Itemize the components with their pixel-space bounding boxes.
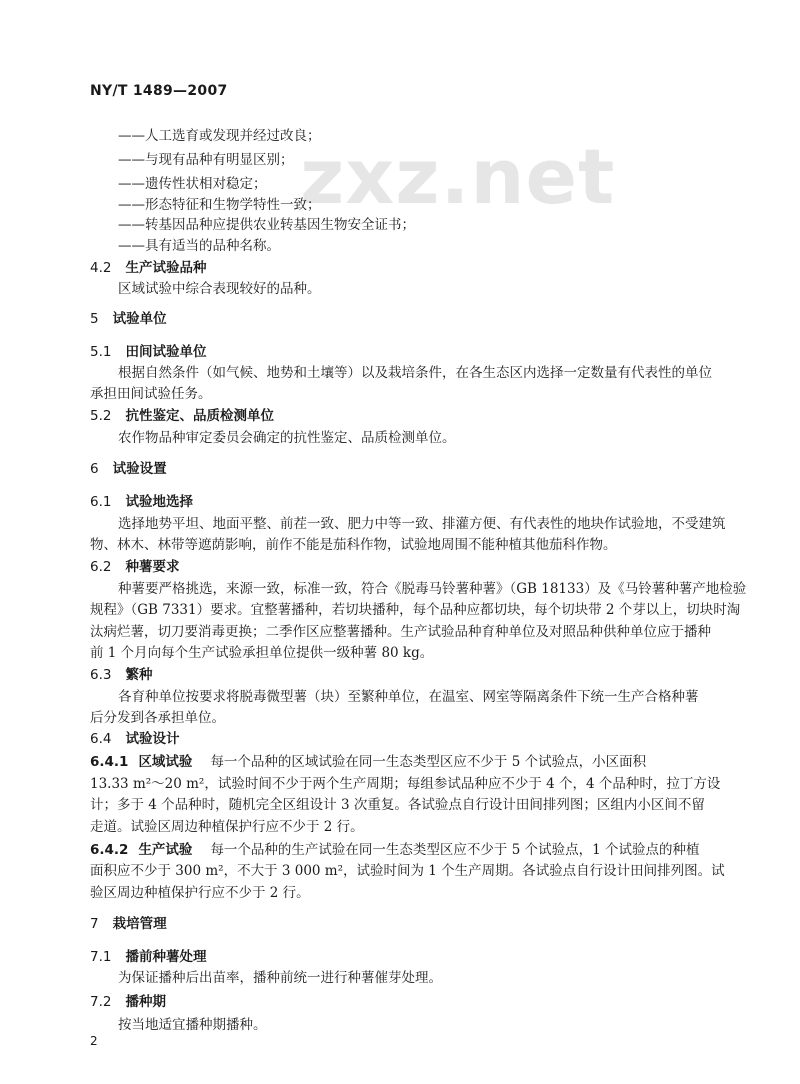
paragraph-line: 种薯要严格挑选，来源一致，标准一致，符合《脱毒马铃薯种薯》（GB 18133）及《马铃薯种薯产地检验 bbox=[118, 581, 747, 597]
paragraph-text: 每一个品种的生产试验在同一生态类型区应不少于 5 个试验点，1 个试验点的种植 bbox=[210, 842, 700, 858]
paragraph-line: 后分发到各承担单位。 bbox=[90, 710, 225, 726]
section-heading-7-2 bbox=[90, 990, 166, 1010]
section-title: 播前种薯处理 bbox=[125, 949, 207, 965]
section-number: 6.3 bbox=[90, 667, 112, 683]
paragraph-line: 根据自然条件（如气候、地势和土壤等）以及栽培条件，在各生态区内选择一定数量有代表性的单位 bbox=[118, 365, 712, 381]
section-heading-6-1 bbox=[90, 490, 193, 510]
list-item: ——具有适当的品种名称。 bbox=[118, 238, 280, 254]
standard-code: NY/T 1489—2007 bbox=[90, 83, 228, 99]
section-number: 7 bbox=[90, 916, 99, 932]
paragraph-line: 区域试验中综合表现较好的品种。 bbox=[118, 281, 321, 297]
section-heading-6-3 bbox=[90, 663, 152, 683]
section-title: 生产试验品种 bbox=[125, 260, 207, 276]
section-number: 6.4 bbox=[90, 731, 112, 747]
paragraph-line: 物、林木、林带等遮荫影响，前作不能是茄科作物，试验地周围不能种植其他茄科作物。 bbox=[90, 537, 617, 553]
section-heading-6-4 bbox=[90, 727, 179, 747]
paragraph-text: 每一个品种的区域试验在同一生态类型区应不少于 5 个试验点，小区面积 bbox=[210, 754, 647, 770]
section-number: 7.2 bbox=[90, 994, 112, 1010]
section-title: 试验地选择 bbox=[125, 494, 193, 510]
section-number: 6 bbox=[90, 461, 99, 477]
section-title: 田间试验单位 bbox=[125, 344, 207, 360]
section-number: 6.2 bbox=[90, 559, 112, 575]
section-heading-4-2 bbox=[90, 256, 206, 276]
paragraph-line: 规程》（GB 7331）要求。宜整薯播种，若切块播种，每个品种应都切块，每个切块带 2 个芽以上，切块时淘 bbox=[90, 602, 741, 618]
paragraph-line: 面积应不少于 300 m²，不大于 3 000 m²，试验时间为 1 个生产周期。各试验点自行设计田间排列图。试 bbox=[90, 863, 725, 879]
list-item: ——人工选育或发现并经过改良； bbox=[118, 128, 321, 144]
section-title: 栽培管理 bbox=[112, 916, 167, 932]
section-heading-5-1 bbox=[90, 340, 206, 360]
section-number: 5.2 bbox=[90, 408, 112, 424]
section-6-4-1-first-line bbox=[90, 750, 646, 770]
section-heading-5-2 bbox=[90, 404, 274, 424]
watermark: zxz.net bbox=[300, 132, 616, 221]
paragraph-line: 承担田间试验任务。 bbox=[90, 386, 212, 402]
section-title: 试验单位 bbox=[112, 311, 167, 327]
section-title: 繁种 bbox=[125, 667, 153, 683]
section-heading-7-1 bbox=[90, 945, 206, 965]
paragraph-line: 按当地适宜播种期播种。 bbox=[118, 1017, 267, 1033]
section-title: 试验设置 bbox=[112, 461, 167, 477]
paragraph-line: 农作物品种审定委员会确定的抗性鉴定、品质检测单位。 bbox=[118, 430, 456, 446]
section-heading-5 bbox=[90, 307, 167, 327]
paragraph-line: 计；多于 4 个品种时，随机完全区组设计 3 次重复。各试验点自行设计田间排列图；区组内小区间不留 bbox=[90, 797, 705, 813]
section-number: 5.1 bbox=[90, 344, 112, 360]
section-title: 抗性鉴定、品质检测单位 bbox=[125, 408, 274, 424]
section-number: 7.1 bbox=[90, 949, 112, 965]
section-title: 试验设计 bbox=[125, 731, 180, 747]
paragraph-line: 汰病烂薯，切刀要消毒更换；二季作区应整薯播种。生产试验品种育种单位及对照品种供种单位应于播种 bbox=[90, 624, 711, 640]
section-6-4-2-first-line bbox=[90, 838, 700, 858]
list-item: ——遗传性状相对稳定； bbox=[118, 176, 267, 192]
section-heading-6-2 bbox=[90, 555, 179, 575]
paragraph-line: 验区周边种植保护行应不少于 2 行。 bbox=[90, 885, 310, 901]
paragraph-line: 13.33 m²～20 m²，试验时间不少于两个生产周期；每组参试品种应不少于 4 个，4 个品种时，拉丁方设 bbox=[90, 776, 721, 792]
section-number: 6.1 bbox=[90, 494, 112, 510]
section-number: 6.4.1 bbox=[90, 754, 129, 770]
section-number: 5 bbox=[90, 311, 99, 327]
page-number: 2 bbox=[90, 1034, 98, 1048]
list-item: ——与现有品种有明显区别； bbox=[118, 152, 294, 168]
section-number: 4.2 bbox=[90, 260, 112, 276]
section-heading-6 bbox=[90, 457, 167, 477]
paragraph-line: 各育种单位按要求将脱毒微型薯（块）至繁种单位，在温室、网室等隔离条件下统一生产合格种薯 bbox=[118, 689, 699, 705]
section-title: 生产试验 bbox=[138, 842, 193, 858]
paragraph-line: 前 1 个月向每个生产试验承担单位提供一级种薯 80 kg。 bbox=[90, 645, 434, 661]
section-title: 区域试验 bbox=[138, 754, 193, 770]
section-heading-7 bbox=[90, 912, 167, 932]
list-item: ——形态特征和生物学特性一致； bbox=[118, 197, 321, 213]
section-title: 种薯要求 bbox=[125, 559, 180, 575]
paragraph-line: 选择地势平坦、地面平整、前茬一致、肥力中等一致、排灌方便、有代表性的地块作试验地，不受建筑 bbox=[118, 516, 726, 532]
section-title: 播种期 bbox=[125, 994, 166, 1010]
list-item: ——转基因品种应提供农业转基因生物安全证书； bbox=[118, 217, 415, 233]
paragraph-line: 走道。试验区周边种植保护行应不少于 2 行。 bbox=[90, 819, 364, 835]
paragraph-line: 为保证播种后出苗率，播种前统一进行种薯催芽处理。 bbox=[118, 970, 442, 986]
section-number: 6.4.2 bbox=[90, 842, 129, 858]
